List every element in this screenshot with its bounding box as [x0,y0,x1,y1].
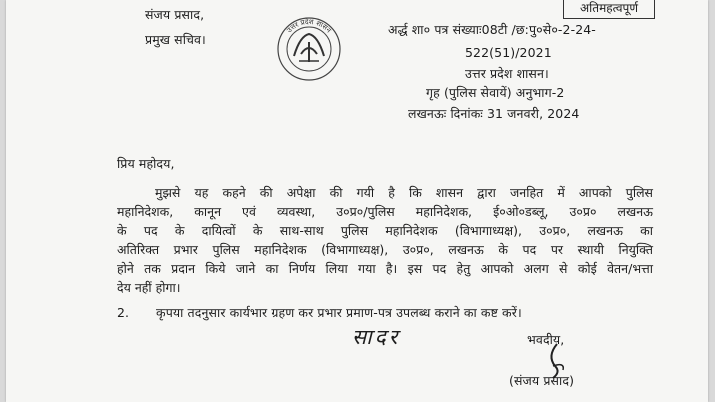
closing: भवदीय, [527,332,565,347]
seal-text: उत्तर प्रदेश शासन [285,17,333,35]
paragraph-1-line: महानिदेशक, कानून एवं व्यवस्था, उ०प्र०/पुलिस महानिदेशक, ई०ओ०डब्लू, उ०प्र० लखनऊ [117,204,653,219]
government-name: उत्तर प्रदेश शासन। [465,66,549,81]
paragraph-1-line: मुझसे यह कहने की अपेक्षा की गयी है कि शासन द्वारा जनहित में आपको पुलिस [155,185,653,200]
paragraph-1-line: देय नहीं होगा। [117,280,181,295]
paragraph-1-line: अतिरिक्त प्रभार पुलिस महानिदेशक (विभागाध्यक्ष), उ०प्र०, लखनऊ के पद पर स्थायी नियुक्ति [117,242,653,257]
svg-text:उत्तर प्रदेश शासन [285,17,332,35]
sender-designation: प्रमुख सचिव। [145,32,206,47]
paragraph-1-line: के पद के दायित्वों के साथ-साथ पुलिस महानिदेशक (विभागाध्यक्ष), उ०प्र०, लखनऊ का [117,223,653,238]
salutation: प्रिय महोदय, [117,156,175,171]
department-name: गृह (पुलिस सेवायें) अनुभाग-2 [426,85,565,100]
paragraph-1-line: होने तक प्रदान किये जाने का निर्णय लिया गया है। इस पद हेतु आपको अलग से कोई वेतन/भत्ता [117,261,653,276]
paragraph-2-number: 2. [117,305,130,320]
letter-number-line1: अर्द्ध शा० पत्र संख्याः08टी /छ:पु०से०-2-24- [388,22,596,37]
stamp-saadar: सादर [352,325,401,349]
signatory-name: (संजय प्रसाद) [509,373,575,388]
sender-name: संजय प्रसाद, [145,7,205,22]
letter-page [6,0,708,402]
place-date: लखनऊः दिनांकः 31 जनवरी, 2024 [408,106,580,121]
classification-label: अतिमहत्वपूर्ण [563,0,655,19]
paragraph-2: कृपया तदनुसार कार्यभार ग्रहण कर प्रभार प्रमाण-पत्र उपलब्ध कराने का कष्ट करें। [156,305,522,320]
letter-number-line2: 522(51)/2021 [465,45,552,60]
up-govt-seal-icon [264,14,354,84]
